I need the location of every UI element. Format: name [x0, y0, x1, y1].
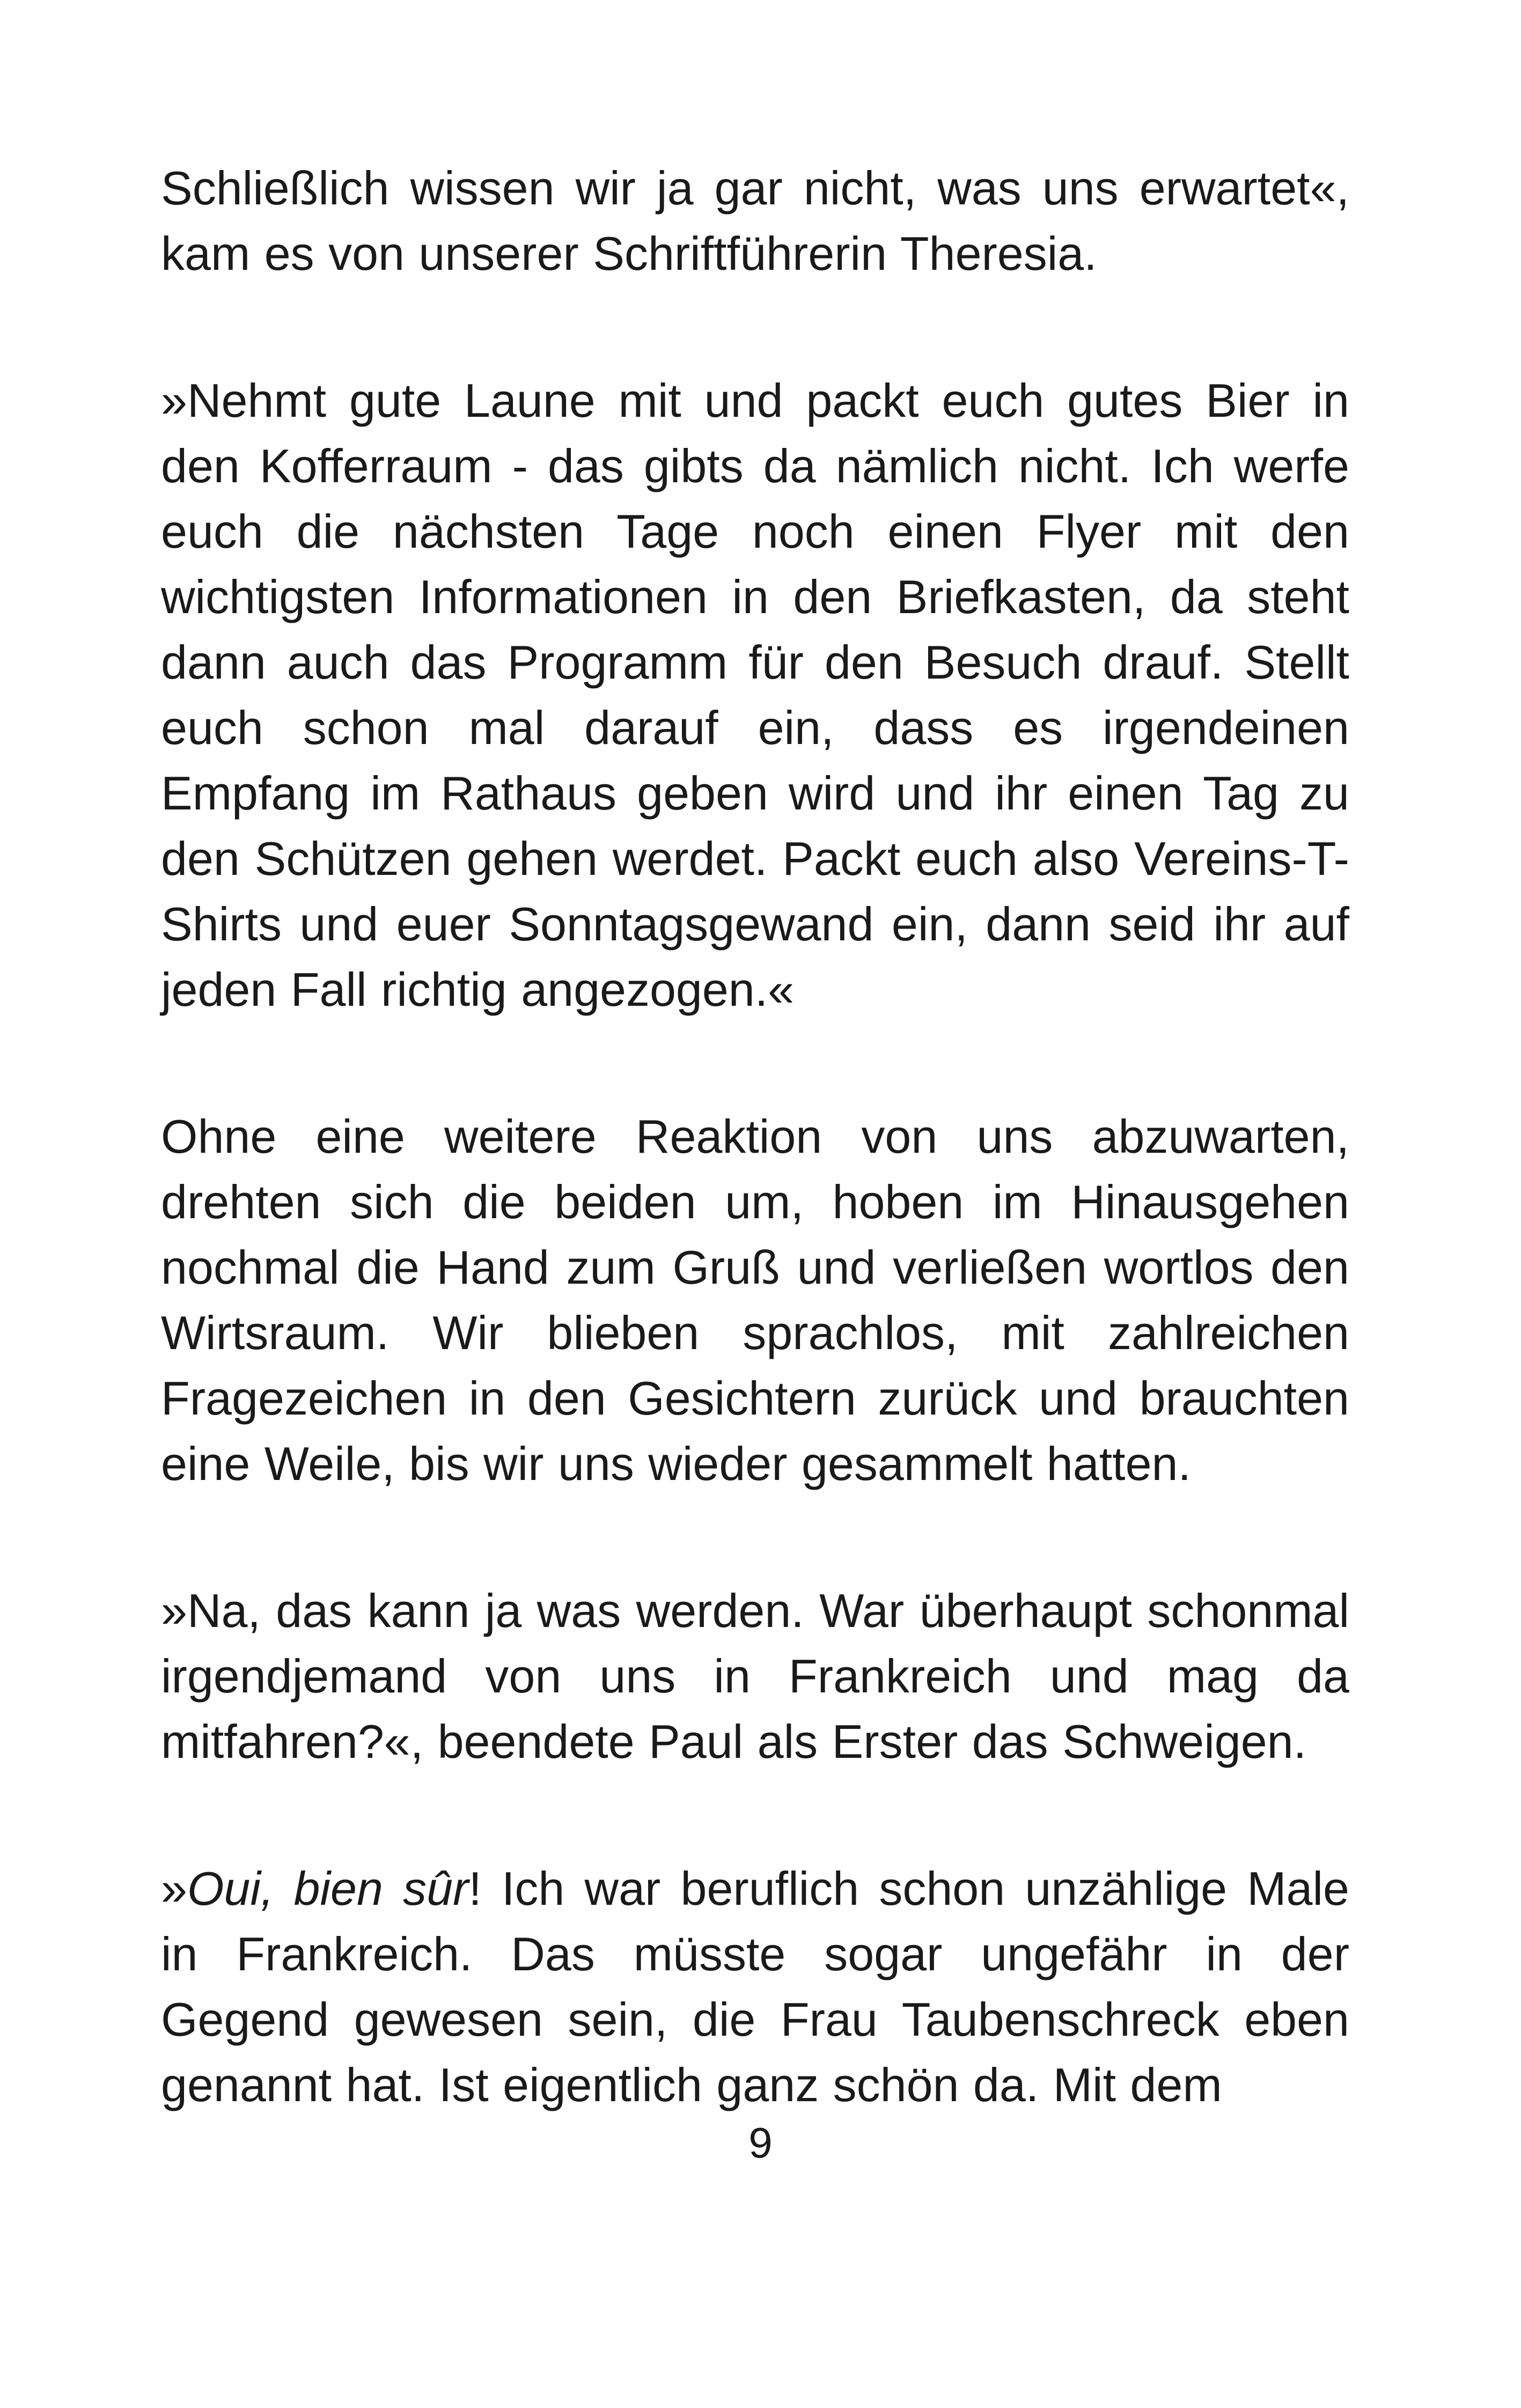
- page-number: 9: [748, 2119, 773, 2167]
- paragraph-1: Schließlich wissen wir ja gar nicht, was uns erwartet«, kam es von unserer Schriftführerin Theresia.: [161, 161, 1349, 280]
- paragraph-5-text: ! Ich war beruflich schon unzählige Male in Frankreich. Das müsste sogar ungefähr in der Gegend gewesen sein, die Frau Taubenschreck eben genannt hat. Ist eigentlich ganz schön da. Mit dem: [161, 1862, 1349, 2111]
- paragraph-3: Ohne eine weitere Reaktion von uns abzuwarten, drehten sich die beiden um, hoben im Hinausgehen nochmal die Hand zum Gruß und verließen wortlos den Wirtsraum. Wir blieben sprachlos, mit zahlreichen Fragezeichen in den Gesichtern zurück und brauchten eine Weile, bis wir uns wieder gesammelt hatten.: [161, 1110, 1349, 1490]
- italic-phrase: Oui, bien sûr: [187, 1862, 469, 1915]
- paragraph-2: »Nehmt gute Laune mit und packt euch gutes Bier in den Kofferraum - das gibts da nämlich nicht. Ich werfe euch die nächsten Tage noch einen Flyer mit den wichtigsten Informationen in den Briefkasten, da steht dann auch das Programm für den Besuch drauf. Stellt euch schon mal darauf ein, dass es irgendeinen Empfang im Rathaus geben wird und ihr einen Tag zu den Schützen gehen werdet. Packt euch also Vereins-T-Shirts und euer Sonntagsgewand ein, dann seid ihr auf jeden Fall richtig angezogen.«: [161, 374, 1349, 1016]
- paragraph-5: [161, 1856, 1349, 2118]
- paragraph-4: »Na, das kann ja was werden. War überhaupt schonmal irgendjemand von uns in Frankreich und mag da mitfahren?«, beendete Paul als Erster das Schweigen.: [161, 1584, 1349, 1768]
- book-page: [161, 156, 1349, 2118]
- open-quote: »: [161, 1862, 187, 1915]
